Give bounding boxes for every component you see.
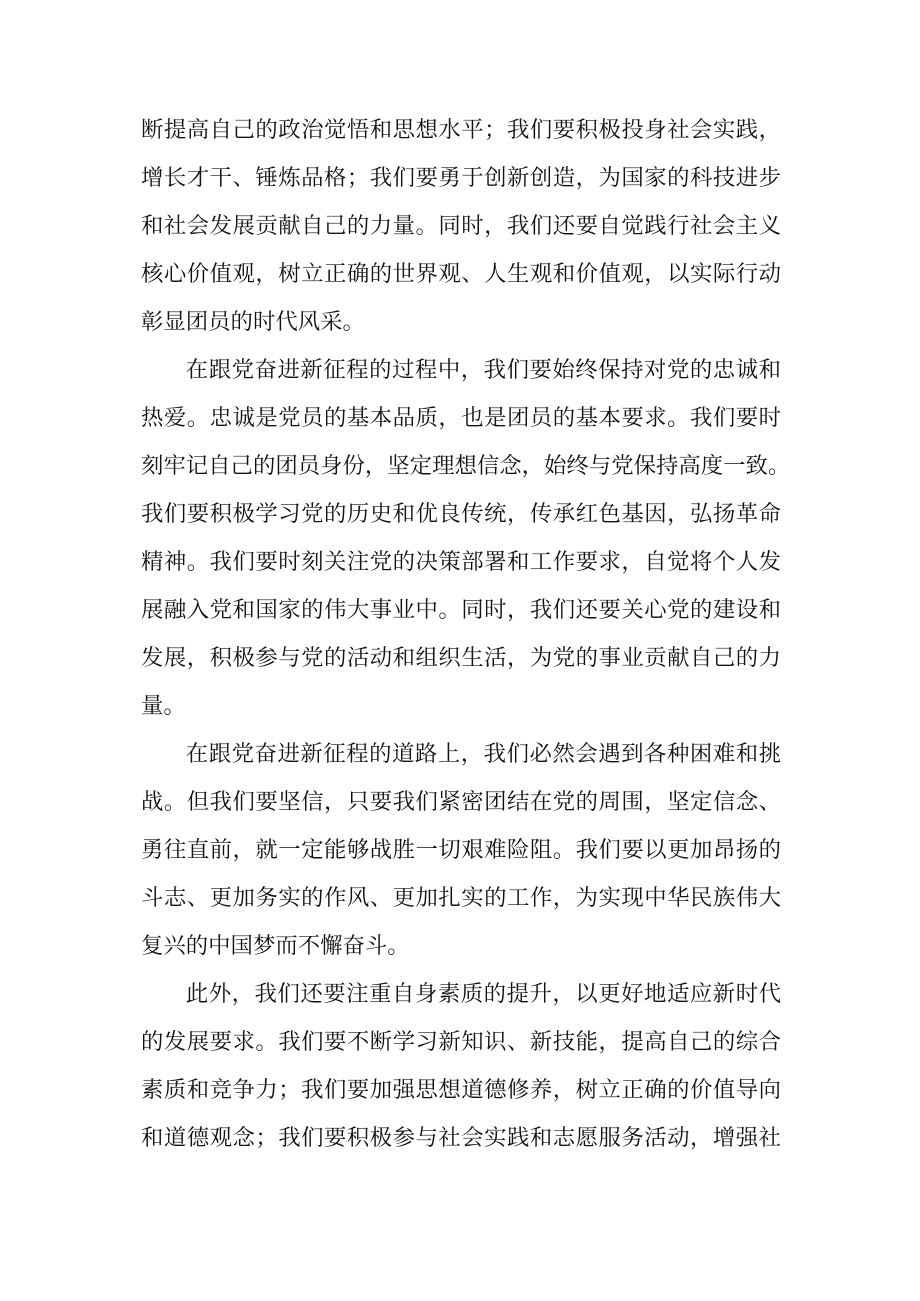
text-line: 战。但我们要坚信，只要我们紧密团结在党的周围，坚定信念、 [141, 789, 781, 815]
text-line: 增长才干、锤炼品格；我们要勇于创新创造，为国家的科技进步 [141, 165, 781, 191]
text-line: 在跟党奋进新征程的过程中，我们要始终保持对党的忠诚和 [185, 357, 781, 383]
text-line: 展融入党和国家的伟大事业中。同时，我们还要关心党的建设和 [141, 597, 781, 623]
text-line: 彰显团员的时代风采。 [141, 309, 365, 335]
text-line: 斗志、更加务实的作风、更加扎实的工作，为实现中华民族伟大 [141, 885, 781, 911]
text-line: 在跟党奋进新征程的道路上，我们必然会遇到各种困难和挑 [185, 741, 781, 767]
text-line: 素质和竞争力；我们要加强思想道德修养，树立正确的价值导向 [141, 1077, 781, 1103]
text-line: 勇往直前，就一定能够战胜一切艰难险阻。我们要以更加昂扬的 [141, 837, 781, 863]
text-line: 刻牢记自己的团员身份，坚定理想信念，始终与党保持高度一致。 [141, 453, 791, 479]
text-line: 精神。我们要时刻关注党的决策部署和工作要求，自觉将个人发 [141, 549, 781, 575]
paragraph [141, 346, 791, 730]
text-line: 核心价值观，树立正确的世界观、人生观和价值观，以实际行动 [141, 261, 781, 287]
text-line: 复兴的中国梦而不懈奋斗。 [141, 933, 410, 959]
text-line: 断提高自己的政治觉悟和思想水平；我们要积极投身社会实践， [141, 117, 781, 143]
text-line: 发展，积极参与党的活动和组织生活，为党的事业贡献自己的力 [141, 645, 781, 671]
text-line: 此外，我们还要注重自身素质的提升，以更好地适应新时代 [185, 981, 781, 1007]
paragraph [141, 106, 781, 346]
paragraph [141, 730, 781, 970]
text-line: 热爱。忠诚是党员的基本品质，也是团员的基本要求。我们要时 [141, 405, 781, 431]
paragraph [141, 970, 781, 1162]
text-line: 我们要积极学习党的历史和优良传统，传承红色基因，弘扬革命 [141, 501, 781, 527]
text-line: 量。 [141, 693, 186, 719]
text-line: 和道德观念；我们要积极参与社会实践和志愿服务活动，增强社 [141, 1125, 781, 1151]
text-line: 的发展要求。我们要不断学习新知识、新技能，提高自己的综合 [141, 1029, 781, 1055]
text-line: 和社会发展贡献自己的力量。同时，我们还要自觉践行社会主义 [141, 213, 781, 239]
body-text [141, 106, 791, 1162]
